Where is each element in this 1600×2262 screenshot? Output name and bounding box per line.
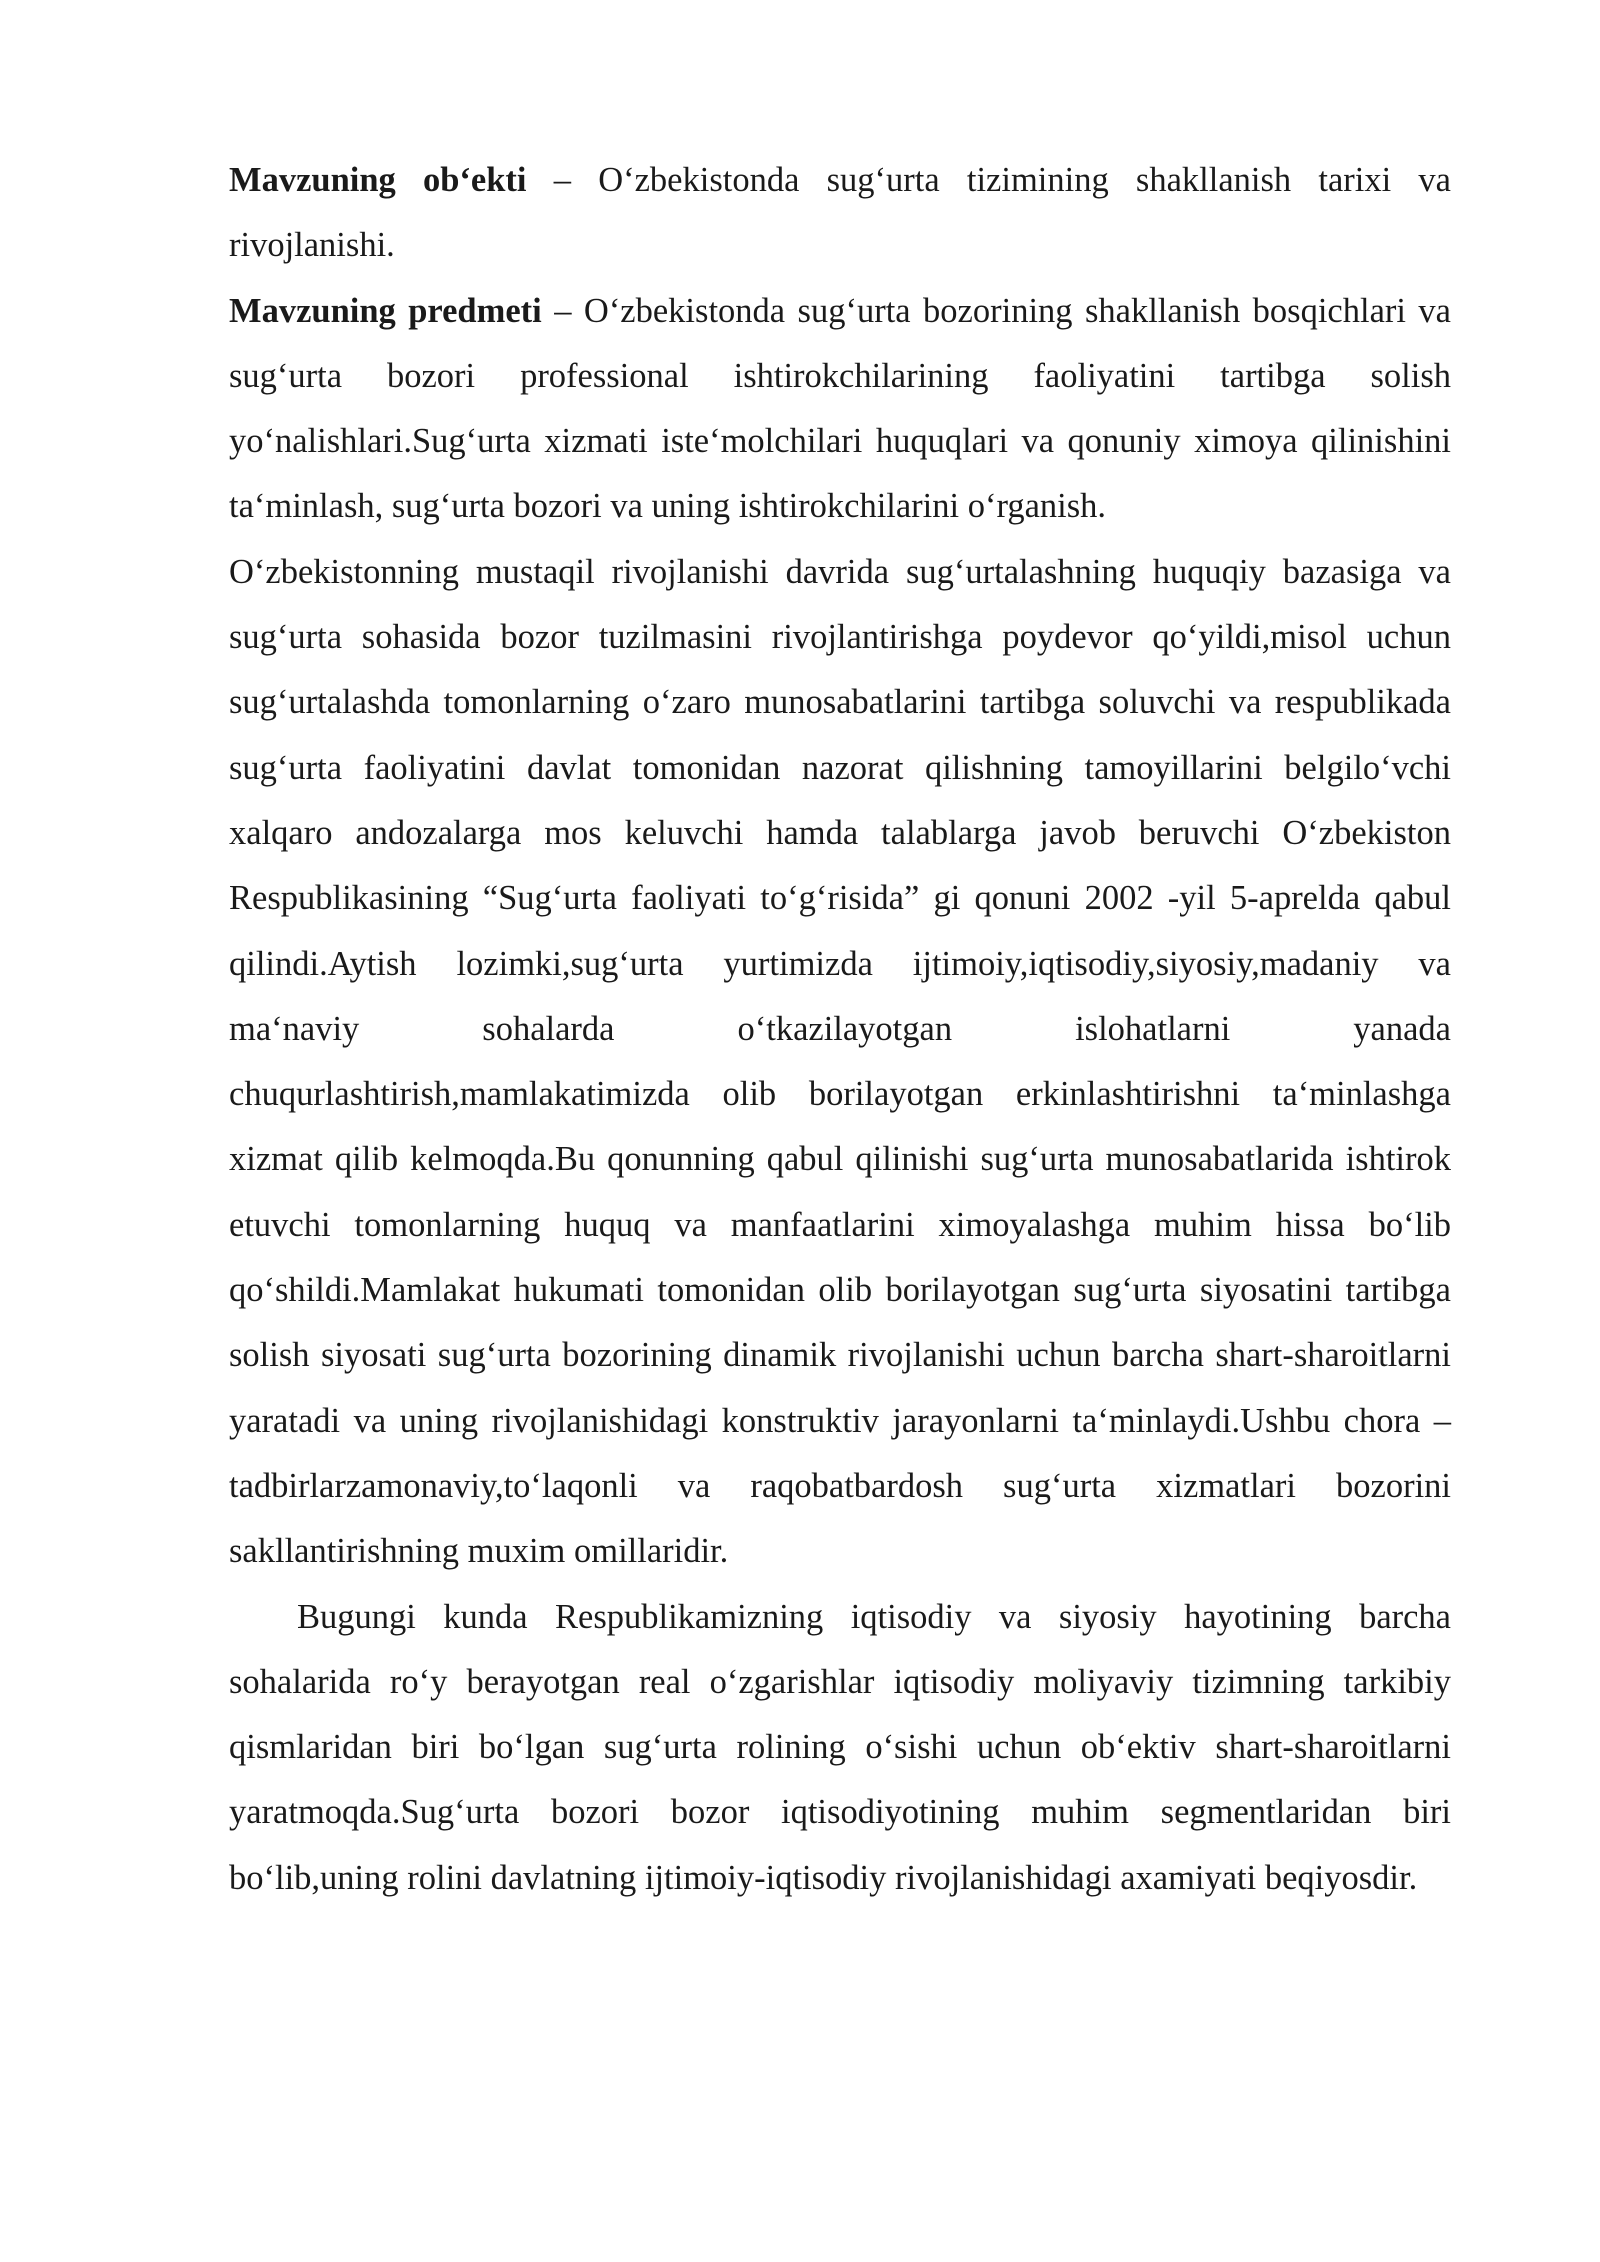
body-paragraph-2: Bugungi kunda Respublikamizning iqtisodiy va siyosiy hayotining barcha sohalarida ro‘y berayotgan real o‘zgarishlar iqtisodiy moliyaviy tizimning tarkibiy qismlaridan biri bo‘lgan sug‘urta rolining o‘sishi uchun ob‘ektiv shart-sharoitlarni yaratmoqda.Sug‘urta bozori bozor iqtisodiyotining muhim segmentlaridan biri bo‘lib,uning rolini davlatning ijtimoiy-iqtisodiy rivojlanishidagi axamiyati beqiyosdir. (229, 1597, 1451, 1897)
object-text: – O‘zbekistonda sug‘urta tizimining shakllanish tarixi va rivojlanishi. (229, 161, 1451, 265)
subject-paragraph (229, 279, 1451, 540)
object-paragraph (229, 148, 1451, 279)
body-paragraph-1: O‘zbekistonning mustaqil rivojlanishi davrida sug‘urtalashning huquqiy bazasiga va sug‘urta sohasida bozor tuzilmasini rivojlantirishga poydevor qo‘yildi,misol uchun sug‘urtalashda tomonlarning o‘zaro munosabatlarini tartibga soluvchi va respublikada sug‘urta faoliyatini davlat tomonidan nazorat qilishning tamoyillarini belgilo‘vchi xalqaro andozalarga mos keluvchi hamda talablarga javob beruvchi O‘zbekiston Respublikasining “Sug‘urta faoliyati to‘g‘risida” gi qonuni 2002 -yil 5-aprelda qabul qilindi.Aytish lozimki,sug‘urta yurtimizda ijtimoiy,iqtisodiy,siyosiy,madaniy va ma‘naviy sohalarda o‘tkazilayotgan islohatlarni yanada chuqurlashtirish,mamlakatimizda olib borilayotgan erkinlashtirishni ta‘minlashga xizmat qilib kelmoqda.Bu qonunning qabul qilinishi sug‘urta munosabatlarida ishtirok etuvchi tomonlarning huquq va manfaatlarini ximoyalashga muhim hissa bo‘lib qo‘shildi.Mamlakat hukumati tomonidan olib borilayotgan sug‘urta siyosatini tartibga solish siyosati sug‘urta bozorining dinamik rivojlanishi uchun barcha shart-sharoitlarni yaratadi va uning rivojlanishidagi konstruktiv jarayonlarni ta‘minlaydi.Ushbu chora – tadbirlarzamonaviy,to‘laqonli va raqobatbardosh sug‘urta xizmatlari bozorini sakllantirishning muxim omillaridir. (229, 552, 1451, 1571)
subject-term: Mavzuning predmeti (229, 291, 542, 330)
document-page (229, 148, 1451, 1911)
object-term: Mavzuning ob‘ekti (229, 161, 527, 199)
subject-text: – O‘zbekistonda sug‘urta bozorining shakllanish bosqichlari va sug‘urta bozori professional ishtirokchilarining faoliyatini tartibga solish yo‘nalishlari.Sug‘urta xizmati iste‘molchilari huquqlari va qonuniy ximoya qilinishini ta‘minlash, sug‘urta bozori va uning ishtirokchilarini o‘rganish. (229, 291, 1451, 526)
